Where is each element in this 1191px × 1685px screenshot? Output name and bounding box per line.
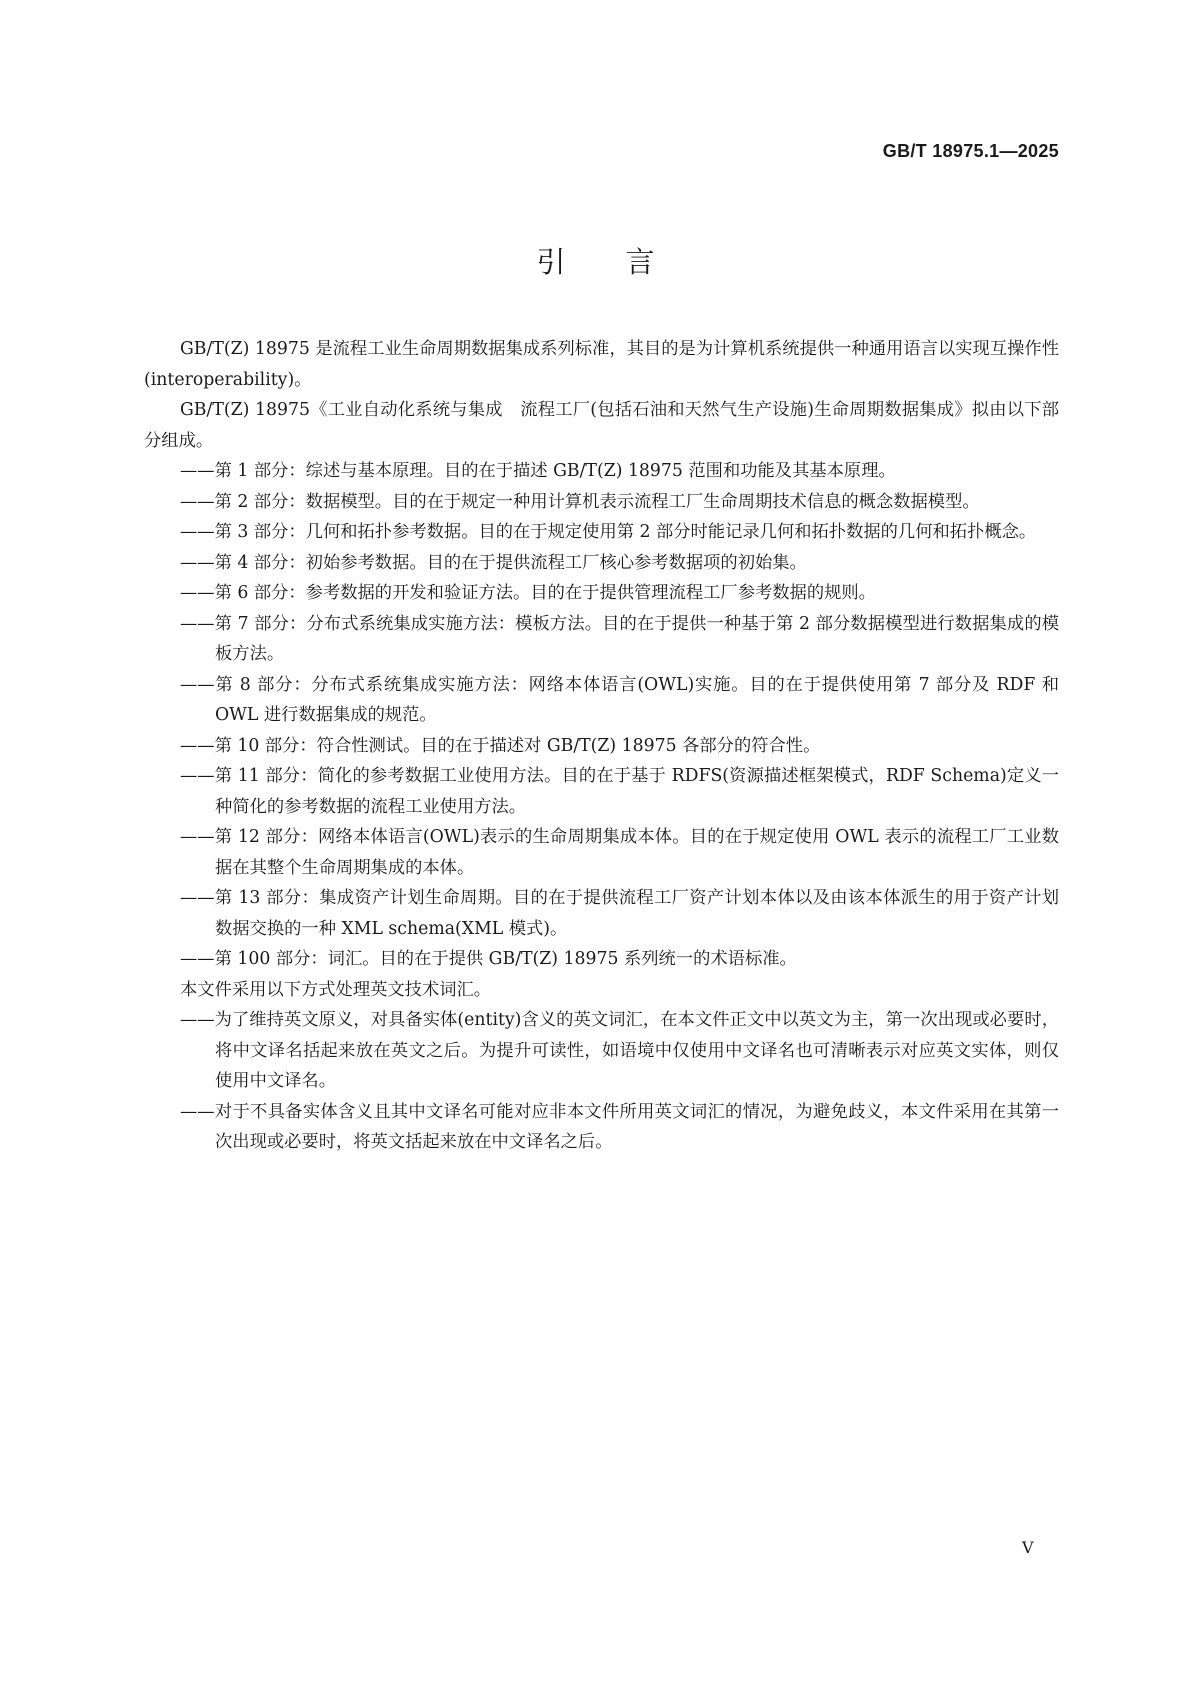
page-number: V (1022, 1538, 1034, 1557)
method-item-2: ——对于不具备实体含义且其中文译名可能对应非本文件所用英文词汇的情况，为避免歧义，本文件采用在其第一次出现或必要时，将英文括起来放在中文译名之后。 (180, 1101, 1059, 1152)
intro-paragraph-3: 本文件采用以下方式处理英文技术词汇。 (180, 979, 492, 1000)
part-item-2: ——第 2 部分：数据模型。目的在于规定一种用计算机表示流程工厂生命周期技术信息的概念数据模型。 (180, 491, 980, 512)
document-body (144, 334, 1059, 1158)
part-item-7: ——第 7 部分：分布式系统集成实施方法：模板方法。目的在于提供一种基于第 2 部分数据模型进行数据集成的模板方法。 (180, 613, 1059, 664)
part-item-11: ——第 11 部分：简化的参考数据工业使用方法。目的在于基于 RDFS(资源描述框架模式，RDF Schema)定义一种简化的参考数据的流程工业使用方法。 (180, 766, 1059, 817)
method-item-1: ——为了维持英文原义，对具备实体(entity)含义的英文词汇，在本文件正文中以英文为主，第一次出现或必要时，将中文译名括起来放在英文之后。为提升可读性，如语境中仅使用中文译名也可清晰表示对应英文实体，则仅使用中文译名。 (180, 1010, 1059, 1091)
part-item-12: ——第 12 部分：网络本体语言(OWL)表示的生命周期集成本体。目的在于规定使用 OWL 表示的流程工厂工业数据在其整个生命周期集成的本体。 (180, 827, 1059, 878)
part-item-1: ——第 1 部分：综述与基本原理。目的在于描述 GB/T(Z) 18975 范围和功能及其基本原理。 (180, 461, 896, 481)
part-item-13: ——第 13 部分：集成资产计划生命周期。目的在于提供流程工厂资产计划本体以及由该本体派生的用于资产计划数据交换的一种 XML schema(XML 模式)。 (180, 888, 1059, 939)
page-title: 引言 (536, 245, 715, 279)
part-item-6: ——第 6 部分：参考数据的开发和验证方法。目的在于提供管理流程工厂参考数据的规则。 (180, 583, 876, 603)
part-item-10: ——第 10 部分：符合性测试。目的在于描述对 GB/T(Z) 18975 各部分的符合性。 (180, 735, 821, 756)
part-item-4: ——第 4 部分：初始参考数据。目的在于提供流程工厂核心参考数据项的初始集。 (180, 552, 807, 573)
intro-paragraph-1: GB/T(Z) 18975 是流程工业生命周期数据集成系列标准，其目的是为计算机系统提供一种通用语言以实现互操作性(interoperability)。 (144, 339, 1059, 390)
part-item-8: ——第 8 部分：分布式系统集成实施方法：网络本体语言(OWL)实施。目的在于提供使用第 7 部分及 RDF 和 OWL 进行数据集成的规范。 (180, 674, 1059, 725)
part-item-100: ——第 100 部分：词汇。目的在于提供 GB/T(Z) 18975 系列统一的术语标准。 (180, 949, 797, 969)
document-code: GB/T 18975.1—2025 (882, 141, 1059, 161)
part-item-3: ——第 3 部分：几何和拓扑参考数据。目的在于规定使用第 2 部分时能记录几何和拓扑数据的几何和拓扑概念。 (180, 522, 1037, 542)
intro-paragraph-2: GB/T(Z) 18975《工业自动化系统与集成 流程工厂(包括石油和天然气生产设施)生命周期数据集成》拟由以下部分组成。 (144, 400, 1059, 451)
